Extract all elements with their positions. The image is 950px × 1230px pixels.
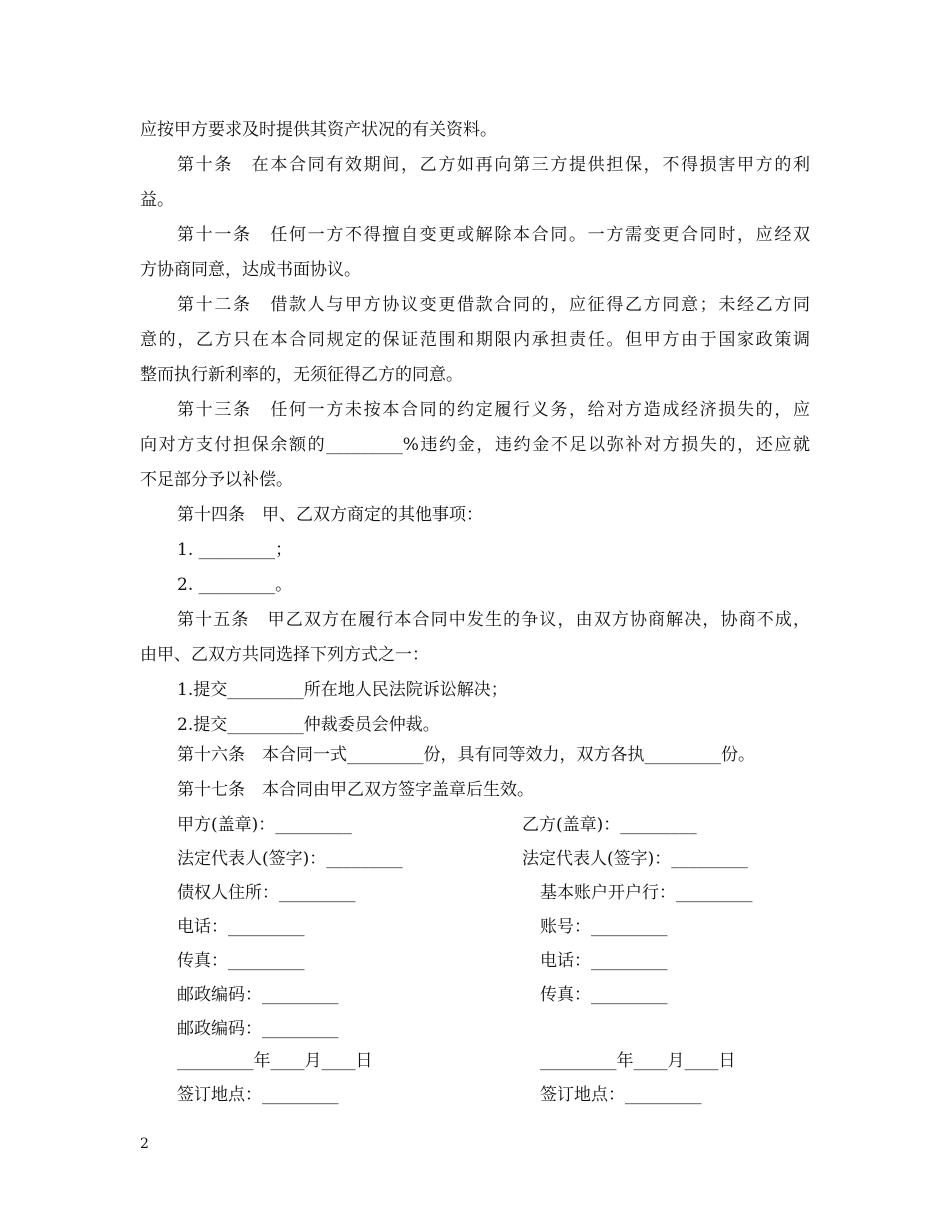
text-line: 由甲、乙双方共同选择下列方式之一： <box>140 645 429 665</box>
party-a-seal: 甲方(盖章)：_________ <box>177 815 352 835</box>
account-number: 账号：_________ <box>540 917 668 937</box>
text-line: 1.提交_________所在地人民法院诉讼解决； <box>177 680 508 700</box>
text-line: 第十六条 本合同一式_________份，具有同等效力，双方各执_________份。 <box>177 745 755 765</box>
basic-account-bank: 基本账户开户行：_________ <box>540 883 753 903</box>
text-line: 第十四条 甲、乙双方商定的其他事项： <box>177 505 483 525</box>
text-line: 第十条 在本合同有效期间，乙方如再向第三方提供担保，不得损害甲方的利 <box>177 155 810 175</box>
party-a-signing-place: 签订地点：_________ <box>177 1085 339 1105</box>
party-a-representative: 法定代表人(签字)：_________ <box>177 849 403 869</box>
text-line: 第十五条 甲乙双方在履行本合同中发生的争议，由双方协商解决，协商不成， <box>177 610 810 630</box>
party-b-seal: 乙方(盖章)：_________ <box>522 815 697 835</box>
creditor-address: 债权人住所：_________ <box>177 883 356 903</box>
text-line: 不足部分予以补偿。 <box>140 470 293 490</box>
text-line: 2. _________。 <box>177 575 293 595</box>
party-a-postcode-2: 邮政编码：_________ <box>177 1019 339 1039</box>
text-line: 方协商同意，达成书面协议。 <box>140 260 361 280</box>
text-line: 第十一条 任何一方不得擅自变更或解除本合同。一方需变更合同时，应经双 <box>177 225 810 245</box>
party-a-postcode: 邮政编码：_________ <box>177 985 339 1005</box>
text-line: 第十七条 本合同由甲乙双方签字盖章后生效。 <box>177 780 534 800</box>
party-a-fax: 传真：_________ <box>177 951 305 971</box>
text-line: 整而执行新利率的，无须征得乙方的同意。 <box>140 365 463 385</box>
page-number: 2 <box>140 1136 149 1152</box>
text-line: 应按甲方要求及时提供其资产状况的有关资料。 <box>140 120 497 140</box>
text-line: 第十二条 借款人与甲方协议变更借款合同的，应征得乙方同意；未经乙方同 <box>177 295 810 315</box>
text-line: 意的，乙方只在本合同规定的保证范围和期限内承担责任。但甲方由于国家政策调 <box>140 330 810 350</box>
party-b-signing-place: 签订地点：_________ <box>540 1085 702 1105</box>
text-line: 2.提交_________仲裁委员会仲裁。 <box>177 715 440 735</box>
party-b-date: _________年____月____日 <box>540 1051 736 1071</box>
party-b-fax: 传真：_________ <box>540 985 668 1005</box>
party-b-phone: 电话：_________ <box>540 951 668 971</box>
text-line: 向对方支付担保余额的_________%违约金，违约金不足以弥补对方损失的，还应就 <box>140 435 810 455</box>
party-a-phone: 电话：_________ <box>177 917 305 937</box>
text-line: 第十三条 任何一方未按本合同的约定履行义务，给对方造成经济损失的，应 <box>177 400 810 420</box>
party-b-representative: 法定代表人(签字)：_________ <box>522 849 748 869</box>
text-line: 1. _________； <box>177 540 293 560</box>
party-a-date: _________年____月____日 <box>177 1051 373 1071</box>
text-line: 益。 <box>140 190 174 210</box>
